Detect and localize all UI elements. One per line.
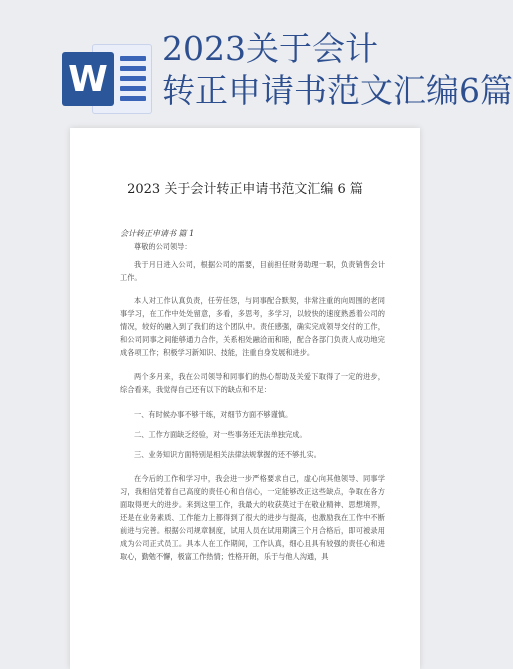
paragraph-3: 两个多月来，我在公司领导和同事们的热心帮助及关爱下取得了一定的进步，综合看来，我觉得自己还有以下的缺点和不足： [120,372,385,394]
banner-title-line2: 转正申请书范文汇编6篇 [162,71,513,110]
document-title: 2023 关于会计转正申请书范文汇编 6 篇 [127,182,363,197]
word-icon-letter: W [62,52,114,106]
paragraph-1: 我于月日进入公司，根据公司的需要，目前担任财务助理一职，负责销售会计工作。 [120,260,385,282]
paragraph-point-2: 二、工作方面缺乏经验，对一些事务还无法单独完成。 [134,430,307,439]
document-page [70,128,420,669]
banner-title [162,28,513,112]
paragraph-2: 本人对工作认真负责，任劳任怨，与同事配合默契，非常注重的向周围的老同事学习，在工作中处处留意，多看，多思考，多学习，以较快的速度熟悉着公司的情况，较好的融入到了我们的这个团队中。责任感强，确实完成领导交付的工作，和公司同事之间能够通力合作，关系相处融洽而和睦，配合各部门负责人成功地完成各项工作；积极学习新知识、技能，注重自身发展和进步。 [120,296,385,357]
banner [0,0,513,130]
word-icon [62,44,154,114]
section-heading: 会计转正申请书 篇 1 [120,229,195,238]
paragraph-4: 在今后的工作和学习中，我会进一步严格要求自己，虚心向其他领导、同事学习，我相信凭着自己高度的责任心和自信心，一定能够改正这些缺点，争取在各方面取得更大的进步。来到这里工作，我最大的收获莫过于在敬业精神、思想境界，还是在业务素质、工作能力上都得到了很大的进步与提高，也激励我在工作中不断前进与完善。根据公司规章制度，试用人员在试用期满三个月合格后，即可被录用成为公司正式员工。具本人在工作期间，工作认真，细心且具有较强的责任心和进取心，勤勉不懈，极富工作热情；性格开朗，乐于与他人沟通，具 [120,474,385,561]
paragraph-point-1: 一、有时候办事不够干练，对细节方面不够谨慎。 [134,410,293,419]
banner-title-line1: 2023关于会计 [162,29,378,68]
paragraph-point-3: 三、业务知识方面特别是相关法律法规掌握的还不够扎实。 [134,450,321,459]
paragraph-salutation: 尊敬的公司领导： [134,242,192,251]
